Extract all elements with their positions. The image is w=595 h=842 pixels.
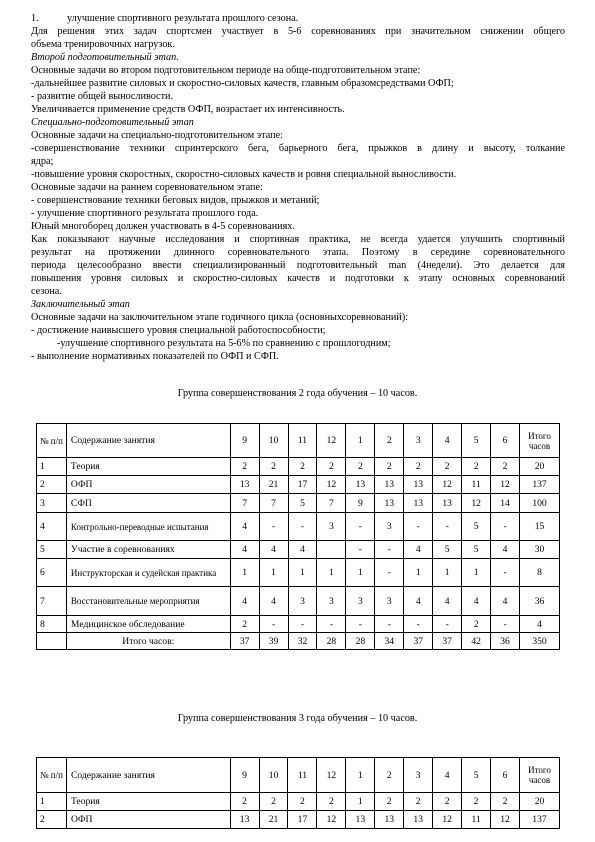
table-header-cell: 6 [491, 424, 520, 458]
table-cell: 7 [37, 587, 67, 616]
table-cell: 7 [230, 494, 259, 513]
table-cell: 17 [288, 811, 317, 829]
table-cell: - [288, 616, 317, 633]
table-cell: 8 [37, 616, 67, 633]
table-cell: 14 [491, 494, 520, 513]
paragraph-line: ядра; [31, 156, 54, 167]
table-cell: 3 [375, 587, 404, 616]
table-cell: 13 [346, 476, 375, 494]
table-cell: 4 [230, 541, 259, 559]
table-header-cell: № п/п [37, 424, 67, 458]
table-cell: 5 [462, 513, 491, 541]
table-total-cell: 39 [259, 633, 288, 650]
paragraph-line: - развитие общей выносливости. [31, 91, 174, 102]
table-row [37, 458, 560, 476]
table-header-cell: Итого часов [520, 424, 560, 458]
table-cell: 2 [230, 616, 259, 633]
paragraph-line: Основные задачи во втором подготовительном периоде на обще-подготовительном этапе: [31, 65, 421, 76]
table-cell: 7 [259, 494, 288, 513]
table-cell: 13 [375, 494, 404, 513]
paragraph-line: Увеличивается применение средств ОФП, возрастает их интенсивность. [31, 104, 345, 115]
table-cell: 1 [288, 559, 317, 587]
table-cell: 1 [230, 559, 259, 587]
table-header-cell: 5 [462, 758, 491, 793]
table-cell: Теория [66, 458, 230, 476]
section-heading: Заключительный этап [31, 299, 130, 310]
table-cell: 13 [433, 494, 462, 513]
table-cell: 9 [346, 494, 375, 513]
table-header-cell: 9 [230, 424, 259, 458]
table-header-cell: 12 [317, 758, 346, 793]
paragraph-line: результат на протяжении длинного соревновательного этапа. Поэтому в середине соревновательного [31, 247, 565, 258]
table-total-cell: 37 [404, 633, 433, 650]
table-header-cell: 6 [491, 758, 520, 793]
paragraph-line: -совершенствование техники спринтерского бега, барьерного бега, прыжков в длину и высоту, толкание [31, 143, 565, 154]
table-cell: 13 [404, 476, 433, 494]
table-total-cell: 28 [317, 633, 346, 650]
table-cell: ОФП [66, 811, 230, 829]
table-cell: 12 [433, 811, 462, 829]
table-cell: 3 [375, 513, 404, 541]
table-cell: 2 [375, 458, 404, 476]
table-cell: 2 [288, 458, 317, 476]
paragraph-line: -повышение уровня скоростных, скоростно-силовых качеств и ровня специальной выносливости. [31, 169, 457, 180]
table-caption: Группа совершенствования 2 года обучения – 10 часов. [177, 388, 418, 399]
table-cell: - [346, 513, 375, 541]
table-header-cell: 5 [462, 424, 491, 458]
table-cell: 4 [259, 541, 288, 559]
table-cell: - [433, 616, 462, 633]
table-row [37, 476, 560, 494]
paragraph-line: - выполнение нормативных показателей по ОФП и СФП. [31, 351, 279, 362]
table-cell: - [404, 513, 433, 541]
section-heading: Второй подготовительный этап. [31, 52, 179, 63]
table-header-cell: 2 [375, 758, 404, 793]
table-cell: 5 [37, 541, 67, 559]
table-cell: 7 [317, 494, 346, 513]
paragraph-line: повышения уровня силовых и скоростно-силовых качеств и подготовки к этапу основных соревнований [31, 273, 565, 284]
table-cell: 8 [520, 559, 560, 587]
table-row [37, 494, 560, 513]
table-cell: 15 [520, 513, 560, 541]
table-cell: 20 [520, 458, 560, 476]
table-cell: 20 [519, 793, 559, 811]
table-cell: 12 [317, 811, 346, 829]
table-cell: 21 [259, 476, 288, 494]
table-total-cell: 32 [288, 633, 317, 650]
table-cell: 5 [288, 494, 317, 513]
table-cell: 2 [462, 458, 491, 476]
table-cell: 1 [462, 559, 491, 587]
table-cell: 1 [346, 793, 375, 811]
table-header-cell: 11 [288, 424, 317, 458]
table-cell: 4 [491, 541, 520, 559]
table-cell: 137 [520, 476, 560, 494]
table-cell: - [346, 541, 375, 559]
table-row [37, 513, 560, 541]
table-cell: 2 [259, 458, 288, 476]
table-cell: 137 [519, 811, 559, 829]
table-cell: 1 [37, 458, 67, 476]
table-header-cell: № п/п [37, 758, 67, 793]
table-header-cell: 12 [317, 424, 346, 458]
table-cell: 4 [288, 541, 317, 559]
table-header-cell: 10 [259, 758, 288, 793]
table-cell: 12 [491, 811, 520, 829]
table-cell: 2 [230, 458, 259, 476]
table-total-cell: 37 [433, 633, 462, 650]
table-header-cell: 9 [230, 758, 259, 793]
table-cell: 2 [346, 458, 375, 476]
table-row [37, 587, 560, 616]
table-total-cell: 350 [520, 633, 560, 650]
list-item-text: улучшение спортивного результата прошлого сезона. [67, 13, 299, 24]
table-cell: - [259, 513, 288, 541]
table-total-cell [37, 633, 67, 650]
table-row [37, 793, 560, 811]
paragraph-line: - совершенствование техники беговых видов, прыжков и метаний; [31, 195, 320, 206]
table-total-cell: Итого часов: [66, 633, 230, 650]
table-cell: - [375, 541, 404, 559]
table-cell: Инструкторская и судейская практика [66, 559, 230, 587]
table-header-cell: 3 [404, 758, 433, 793]
table-cell: 17 [288, 476, 317, 494]
table-cell: - [404, 616, 433, 633]
table-cell: - [491, 559, 520, 587]
table-cell: 4 [433, 587, 462, 616]
table-header-cell: 1 [346, 424, 375, 458]
table-cell: Теория [66, 793, 230, 811]
table-cell: 2 [462, 793, 491, 811]
paragraph-line: сезона. [31, 286, 62, 297]
table-header-cell: 3 [404, 424, 433, 458]
paragraph-line: объема тренировочных нагрузок. [31, 39, 175, 50]
table-cell: 12 [433, 476, 462, 494]
table-cell: - [491, 616, 520, 633]
table-cell: 13 [230, 811, 259, 829]
table-cell: 1 [37, 793, 67, 811]
table-cell: - [491, 513, 520, 541]
table-header-cell: Содержание занятия [66, 758, 230, 793]
table-cell: 3 [346, 587, 375, 616]
paragraph-line: Как показывают научные исследования и спортивная практика, не всегда удается улучшить спортивный [31, 234, 565, 245]
table-cell: 11 [462, 811, 491, 829]
table-cell: 5 [462, 541, 491, 559]
table-cell: 3 [288, 587, 317, 616]
table-cell: Восстановительные мероприятия [66, 587, 230, 616]
table-header-cell: 2 [375, 424, 404, 458]
table-cell: - [346, 616, 375, 633]
table-cell: 2 [433, 793, 462, 811]
table-cell: 13 [375, 476, 404, 494]
table-header-cell: Итого часов [519, 758, 559, 793]
paragraph-line: Основные задачи на раннем соревновательном этапе: [31, 182, 263, 193]
paragraph-line: - улучшение спортивного результата прошлого года. [31, 208, 259, 219]
table-cell: 13 [375, 811, 404, 829]
table-cell: 2 [317, 793, 346, 811]
table-cell: - [288, 513, 317, 541]
table-cell: - [375, 559, 404, 587]
table-cell: 30 [520, 541, 560, 559]
table-cell: 1 [433, 559, 462, 587]
table-cell: 6 [37, 559, 67, 587]
table-cell: 5 [433, 541, 462, 559]
table-cell: 4 [520, 616, 560, 633]
table-cell: 2 [288, 793, 317, 811]
table-cell: 2 [491, 793, 520, 811]
table-cell: 4 [404, 541, 433, 559]
table-cell: 13 [404, 494, 433, 513]
table-cell: 2 [37, 476, 67, 494]
table-cell: 13 [230, 476, 259, 494]
table-cell: 12 [491, 476, 520, 494]
table-total-cell: 37 [230, 633, 259, 650]
table-row [37, 811, 560, 829]
table-cell [317, 541, 346, 559]
table-cell: 1 [346, 559, 375, 587]
table-cell: 2 [259, 793, 288, 811]
paragraph-line: Юный многоборец должен участвовать в 4-5 соревнованиях. [31, 221, 295, 232]
table-cell: 36 [520, 587, 560, 616]
table-cell: 2 [404, 458, 433, 476]
table-cell: - [259, 616, 288, 633]
table-cell: 4 [230, 513, 259, 541]
table-cell: 2 [317, 458, 346, 476]
table-cell: 100 [520, 494, 560, 513]
table-cell: ОФП [66, 476, 230, 494]
table-cell: 2 [433, 458, 462, 476]
table-cell: 4 [259, 587, 288, 616]
table-header-cell: Содержание занятия [66, 424, 230, 458]
table-cell: 1 [404, 559, 433, 587]
table-cell: 13 [404, 811, 433, 829]
table-cell: 2 [462, 616, 491, 633]
table-cell: 12 [317, 476, 346, 494]
table-cell: 21 [259, 811, 288, 829]
paragraph-line: -дальнейшее развитие силовых и скоростно-силовых качеств, главным образомсредствами ОФП; [31, 78, 454, 89]
table-header-cell: 1 [346, 758, 375, 793]
paragraph-line: Основные задачи на заключительном этапе годичного цикла (основныхсоревнований): [31, 312, 409, 323]
paragraph-line: - достижение наивысшего уровня специальной работоспособности; [31, 325, 326, 336]
table-total-cell: 36 [491, 633, 520, 650]
table-cell: - [433, 513, 462, 541]
table-cell: 3 [317, 513, 346, 541]
section-heading: Специально-подготовительный этап [31, 117, 194, 128]
table-cell: 1 [317, 559, 346, 587]
paragraph-line: -улучшение спортивного результата на 5-6% по сравнению с прошлогодним; [57, 338, 391, 349]
paragraph-line: Для решения этих задач спортсмен участвует в 5-6 соревнованиях при значительном снижении общего [31, 26, 565, 37]
table-cell: Участие в соревнованиях [66, 541, 230, 559]
table-cell: 1 [259, 559, 288, 587]
paragraph-line: Основные задачи на специально-подготовительном этапе: [31, 130, 283, 141]
table-cell: 11 [462, 476, 491, 494]
table-cell: Медицинское обследование [66, 616, 230, 633]
table-cell: 4 [462, 587, 491, 616]
table-cell: СФП [66, 494, 230, 513]
table-cell: 2 [491, 458, 520, 476]
table-row [37, 541, 560, 559]
paragraph-line: периода целесообразно ввести специализированный подготовительный man (4недели). Это делается для [31, 260, 565, 271]
table-row [37, 559, 560, 587]
table-cell: 2 [404, 793, 433, 811]
table-cell: 4 [404, 587, 433, 616]
table-cell: 4 [491, 587, 520, 616]
table-total-cell: 42 [462, 633, 491, 650]
table-cell: - [317, 616, 346, 633]
table-cell: 3 [317, 587, 346, 616]
table-cell: 2 [375, 793, 404, 811]
table-total-row [37, 633, 560, 650]
table-cell: 4 [37, 513, 67, 541]
table-cell: 2 [37, 811, 67, 829]
table-header-cell: 11 [288, 758, 317, 793]
table-cell: - [375, 616, 404, 633]
table-cell: 4 [230, 587, 259, 616]
table-header-cell: 4 [433, 424, 462, 458]
table-header-cell: 4 [433, 758, 462, 793]
table-total-cell: 34 [375, 633, 404, 650]
table-cell: 13 [346, 811, 375, 829]
table-row [37, 616, 560, 633]
schedule-table-year-3 [36, 757, 560, 829]
table-header-cell: 10 [259, 424, 288, 458]
table-caption: Группа совершенствования 3 года обучения – 10 часов. [177, 713, 418, 724]
table-total-cell: 28 [346, 633, 375, 650]
schedule-table-year-2 [36, 423, 560, 650]
table-cell: 12 [462, 494, 491, 513]
table-cell: 3 [37, 494, 67, 513]
table-cell: 2 [230, 793, 259, 811]
table-cell: Контрольно-переводные испытания [66, 513, 230, 541]
list-number: 1. [31, 13, 39, 24]
